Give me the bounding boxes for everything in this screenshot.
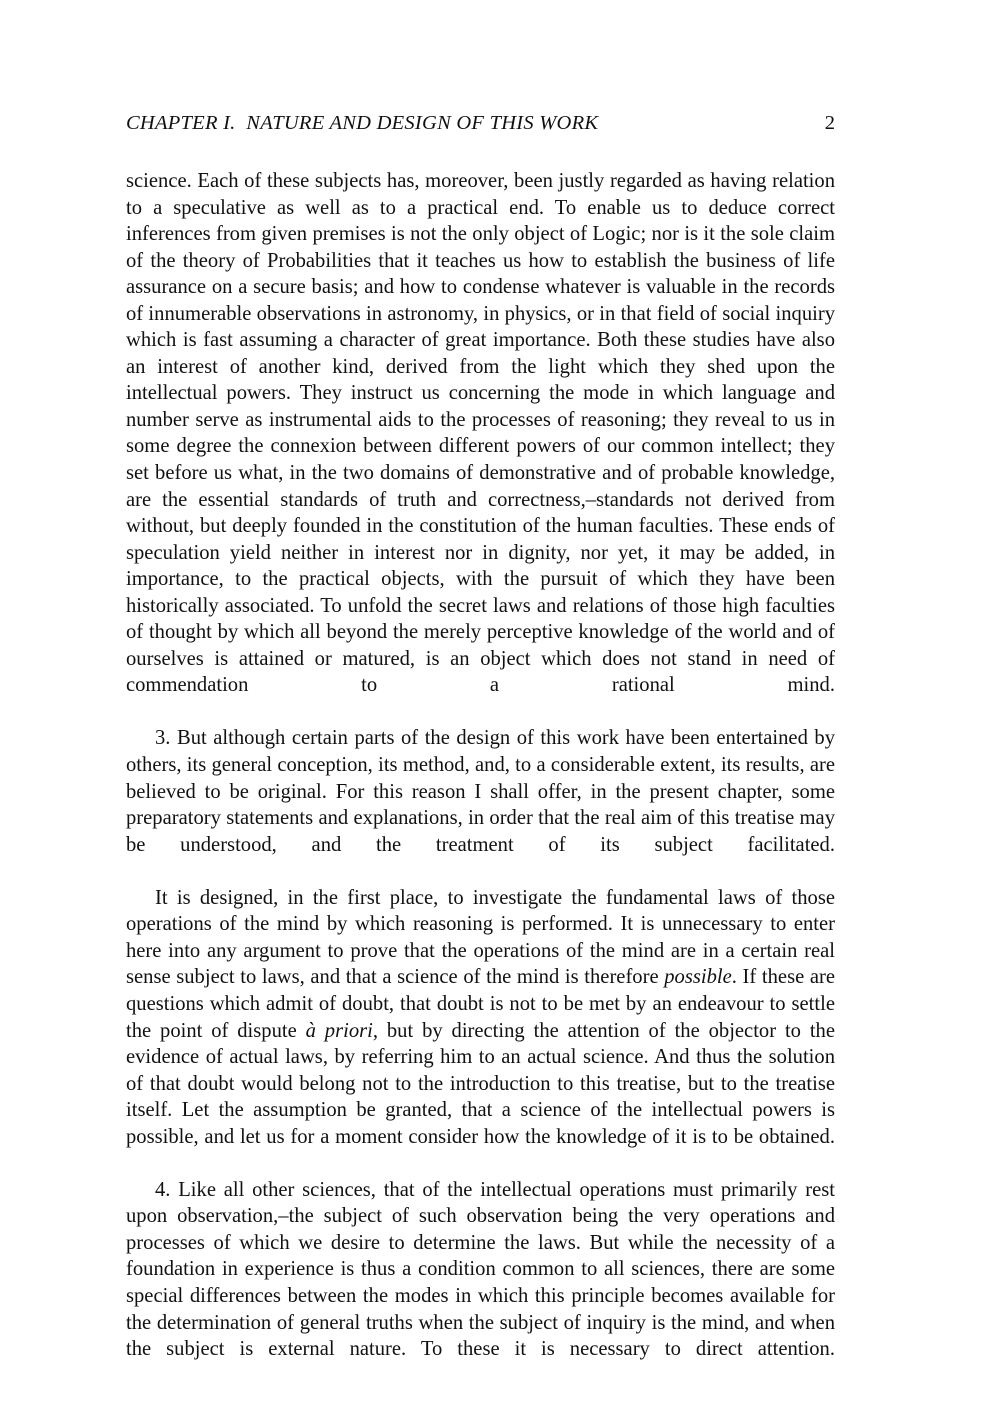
paragraph (126, 725, 835, 884)
emphasis-text: à priori (305, 1019, 373, 1042)
body-text-block (126, 168, 835, 1389)
paragraph (126, 885, 835, 1177)
body-text: . If these are questions which admit of doubt, that doubt is not to be met by an endeavour to settle the point of dispute (126, 966, 836, 1042)
body-text: It is designed, in the first place, to investigate the fundamental laws of those operations of the mind by which reasoning is performed. It is unnecessary to enter here into any argument to prove that the operations of the mind are in a certain real sense subject to laws, and that a science of the mind is therefore (126, 886, 835, 989)
body-text: 3. But although certain parts of the design of this work have been entertained by others, its general conception, its method, and, to a considerable extent, its results, are believed to be original. For this reason I shall offer, in the present chapter, some preparatory statements and explanations, in order that the real aim of this treatise may be understood, and the treatment of its subject facilitated. (126, 727, 835, 856)
paragraph (126, 168, 835, 725)
running-header (126, 112, 835, 135)
body-text: 4. Like all other sciences, that of the intellectual operations must primarily rest upon observation,–the subject of such observation being the very operations and processes of which we desire to determine the laws. But while the necessity of a foundation in experience is thus a condition common to all sciences, there are some special differences between the modes in which this principle becomes available for the determination of general truths when the subject of inquiry is the mind, and when the subject is external nature. To these it is necessary to direct attention. (126, 1178, 835, 1361)
running-header-chapter-title: CHAPTER I. NATURE AND DESIGN OF THIS WORK (126, 112, 599, 134)
page-number: 2 (824, 112, 835, 134)
body-text: science. Each of these subjects has, moreover, been justly regarded as having relation to a speculative as well as to a practical end. To enable us to deduce correct inferences from given premises is not the only object of Logic; nor is it the sole claim of the theory of Probabilities that it teaches us how to establish the business of life assurance on a secure basis; and how to condense whatever is valuable in the records of innumerable observations in astronomy, in physics, or in that field of social inquiry which is fast assuming a character of great importance. Both these studies have also an interest of another kind, derived from the light which they shed upon the intellectual powers. They instruct us concerning the mode in which language and number serve as instrumental aids to the processes of reasoning; they reveal to us in some degree the connexion between different powers of our common intellect; they set before us what, in the two domains of demonstrative and of probable knowledge, are the essential standards of truth and correctness,–standards not derived from without, but deeply founded in the constitution of the human faculties. These ends of speculation yield neither in interest nor in dignity, nor yet, it may be added, in importance, to the practical objects, with the pursuit of which they have been historically associated. To unfold the secret laws and relations of those high faculties of thought by which all beyond the merely perceptive knowledge of the world and of ourselves is attained or matured, is an object which does not stand in need of commendation to a rational mind. (126, 170, 835, 697)
emphasis-text: possible (664, 966, 732, 989)
body-text: , but by directing the attention of the objector to the evidence of actual laws, by referring him to an actual science. And thus the solution of that doubt would belong not to the introduction to this treatise, but to the treatise itself. Let the assumption be granted, that a science of the intellectual powers is possible, and let us for a moment consider how the knowledge of it is to be obtained. (126, 1019, 835, 1148)
paragraph (126, 1177, 835, 1389)
